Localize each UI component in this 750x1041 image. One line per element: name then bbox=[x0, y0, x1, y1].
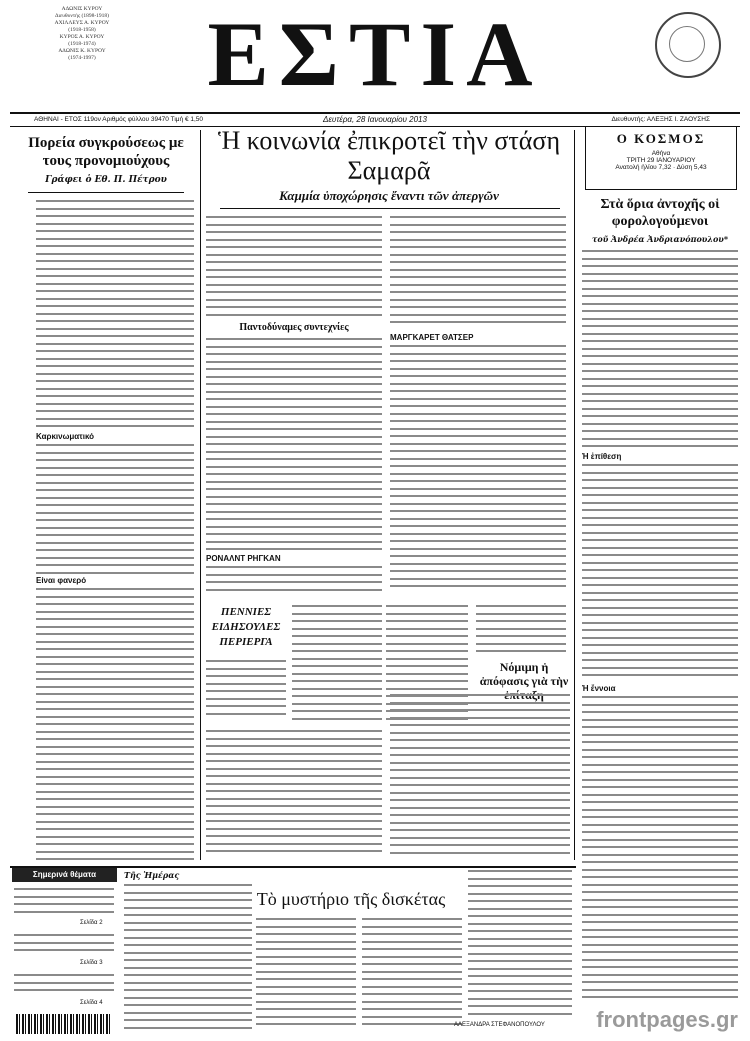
editor-info: Διευθυντής: ΑΛΕΞΗΣ Ι. ΖΑΟΥΣΗΣ bbox=[611, 116, 710, 123]
founder-line: (1918-1974) bbox=[68, 41, 96, 47]
bottom-col1 bbox=[124, 884, 252, 1034]
founder-line: (1974-1997) bbox=[68, 55, 96, 61]
bottom-article-title: Τὸ μυστήριο τῆς δισκέτας bbox=[256, 889, 446, 909]
newspaper-title: ΕΣΤΙΑ bbox=[207, 3, 543, 105]
sidebar-page-3: Σελίδα 4 bbox=[80, 1000, 103, 1006]
main-section-3: ΡΟΝΑΛΝΤ ΡΗΓΚΑΝ bbox=[206, 554, 281, 563]
seal-icon bbox=[655, 12, 721, 78]
watermark: frontpages.gr bbox=[596, 1007, 738, 1032]
bottom-col3 bbox=[362, 918, 462, 1034]
main-section-1: Παντοδύναμες συντεχνίες bbox=[239, 322, 349, 333]
right-subhead: Ἡ ἐπίθεση bbox=[582, 452, 622, 461]
divider bbox=[220, 208, 560, 209]
left-article-title: Πορεία συγκρούσεως με τους προνομιούχους bbox=[28, 135, 184, 169]
left-subhead-2: Είναι φανερό bbox=[36, 576, 87, 585]
founders-list bbox=[22, 6, 142, 62]
sidebar-page-1: Σελίδα 2 bbox=[80, 920, 103, 926]
right-article-body bbox=[582, 250, 738, 450]
main-body-col2b bbox=[390, 345, 566, 595]
founder-line: Διευθυντής (1898-1918) bbox=[54, 13, 110, 19]
sidebar-item-1 bbox=[14, 888, 114, 920]
sidebar-item-3 bbox=[14, 974, 114, 1000]
main-body-col1b bbox=[206, 338, 382, 554]
weather-box bbox=[585, 126, 737, 190]
left-article-body bbox=[36, 200, 194, 432]
main-section-2: ΜΑΡΓΚΑΡΕΤ ΘΑΤΣΕΡ bbox=[390, 333, 474, 342]
sidebar-page-2: Σελίδα 3 bbox=[80, 960, 103, 966]
divider bbox=[28, 192, 184, 193]
founder-line: ΚΥΡΟΣ Α. ΚΥΡΟΥ bbox=[59, 34, 105, 40]
bottom-col2 bbox=[256, 918, 356, 1034]
right-subhead-2: Ἡ ἔννοια bbox=[582, 684, 616, 693]
left-article-byline: Γράφει ὁ Εθ. Π. Πέτρου bbox=[45, 175, 167, 185]
right-article-body-3 bbox=[582, 696, 738, 1006]
briefs-title: ΠΕΝΝΙΕΣ ΕΙΔΗΣΟΥΛΕΣ ΠΕΡΙΕΡΓΑ bbox=[211, 606, 281, 648]
right-article-body-2 bbox=[582, 464, 738, 684]
founder-line: ΑΔΩΝΙΣ Κ. ΚΥΡΟΥ bbox=[58, 48, 106, 54]
briefs-body bbox=[206, 660, 286, 720]
main-body-lower bbox=[206, 730, 382, 862]
bottom-col4 bbox=[468, 870, 572, 1020]
bottom-author: ΑΛΕΞΑΝΔΡΑ ΣΤΕΦΑΝΟΠΟΥΛΟΥ bbox=[454, 1022, 545, 1028]
weather-location: Αθήνα bbox=[651, 150, 671, 157]
left-subhead: Καρκινωματικό bbox=[36, 432, 95, 441]
right-article-title: Στὰ ὅρια ἀντοχῆς οἱ φορολογούμενοι bbox=[600, 197, 720, 229]
law-article-body bbox=[390, 694, 570, 862]
sunrise-sunset: Ανατολή ἡλίου 7,32 · Δύση 5,43 bbox=[615, 164, 707, 171]
barcode bbox=[16, 1014, 112, 1034]
weather-box-title: Ο ΚΟΣΜΟΣ bbox=[616, 131, 706, 146]
left-article-body-3 bbox=[36, 588, 194, 864]
main-subheadline: Καμμία ὑποχώρησις ἔναντι τῶν ἀπεργῶν bbox=[279, 188, 499, 203]
law-article-title: Νόμιμη ἡ ἀπόφασις γιὰ τὴν bbox=[479, 660, 569, 688]
weather-date: ΤΡΙΤΗ 29 ΙΑΝΟΥΑΡΙΟΥ bbox=[626, 157, 696, 164]
sidebar-title: Σημερινά θέματα bbox=[12, 868, 117, 882]
briefs-col4 bbox=[476, 605, 566, 655]
main-body-col2 bbox=[390, 216, 566, 332]
right-article-byline: τοῦ Ἀνδρέα Ἀνδριανόπουλου* bbox=[591, 234, 729, 244]
main-body-col1 bbox=[206, 216, 382, 320]
sidebar-item-2 bbox=[14, 934, 114, 960]
main-body-col1c bbox=[206, 566, 382, 600]
founder-line: ΑΧΙΛΛΕΥΣ Α. ΚΥΡΟΥ bbox=[54, 20, 110, 26]
issue-info: ΑΘΗΝΑΙ - ΕΤΟΣ 119ον Αριθμός φύλλου 39470 Τιμή € 1,50 bbox=[34, 116, 204, 123]
briefs-col2 bbox=[292, 605, 382, 725]
issue-date: Δευτέρα, 28 Ιανουαρίου 2013 bbox=[323, 115, 427, 124]
main-headline: Ἡ κοινωνία ἐπικροτεῖ τὴν στάση Σαμαρᾶ bbox=[217, 126, 561, 185]
left-article-body-2 bbox=[36, 444, 194, 574]
column-divider bbox=[574, 130, 575, 860]
founder-line: ΑΔΩΝΙΣ ΚΥΡΟΥ bbox=[61, 6, 103, 12]
founder-line: (1918-1958) bbox=[68, 27, 96, 33]
column-tag: Τῆς Ἡμέρας bbox=[124, 870, 180, 880]
column-divider bbox=[200, 130, 201, 860]
dateline-bar bbox=[10, 112, 740, 127]
